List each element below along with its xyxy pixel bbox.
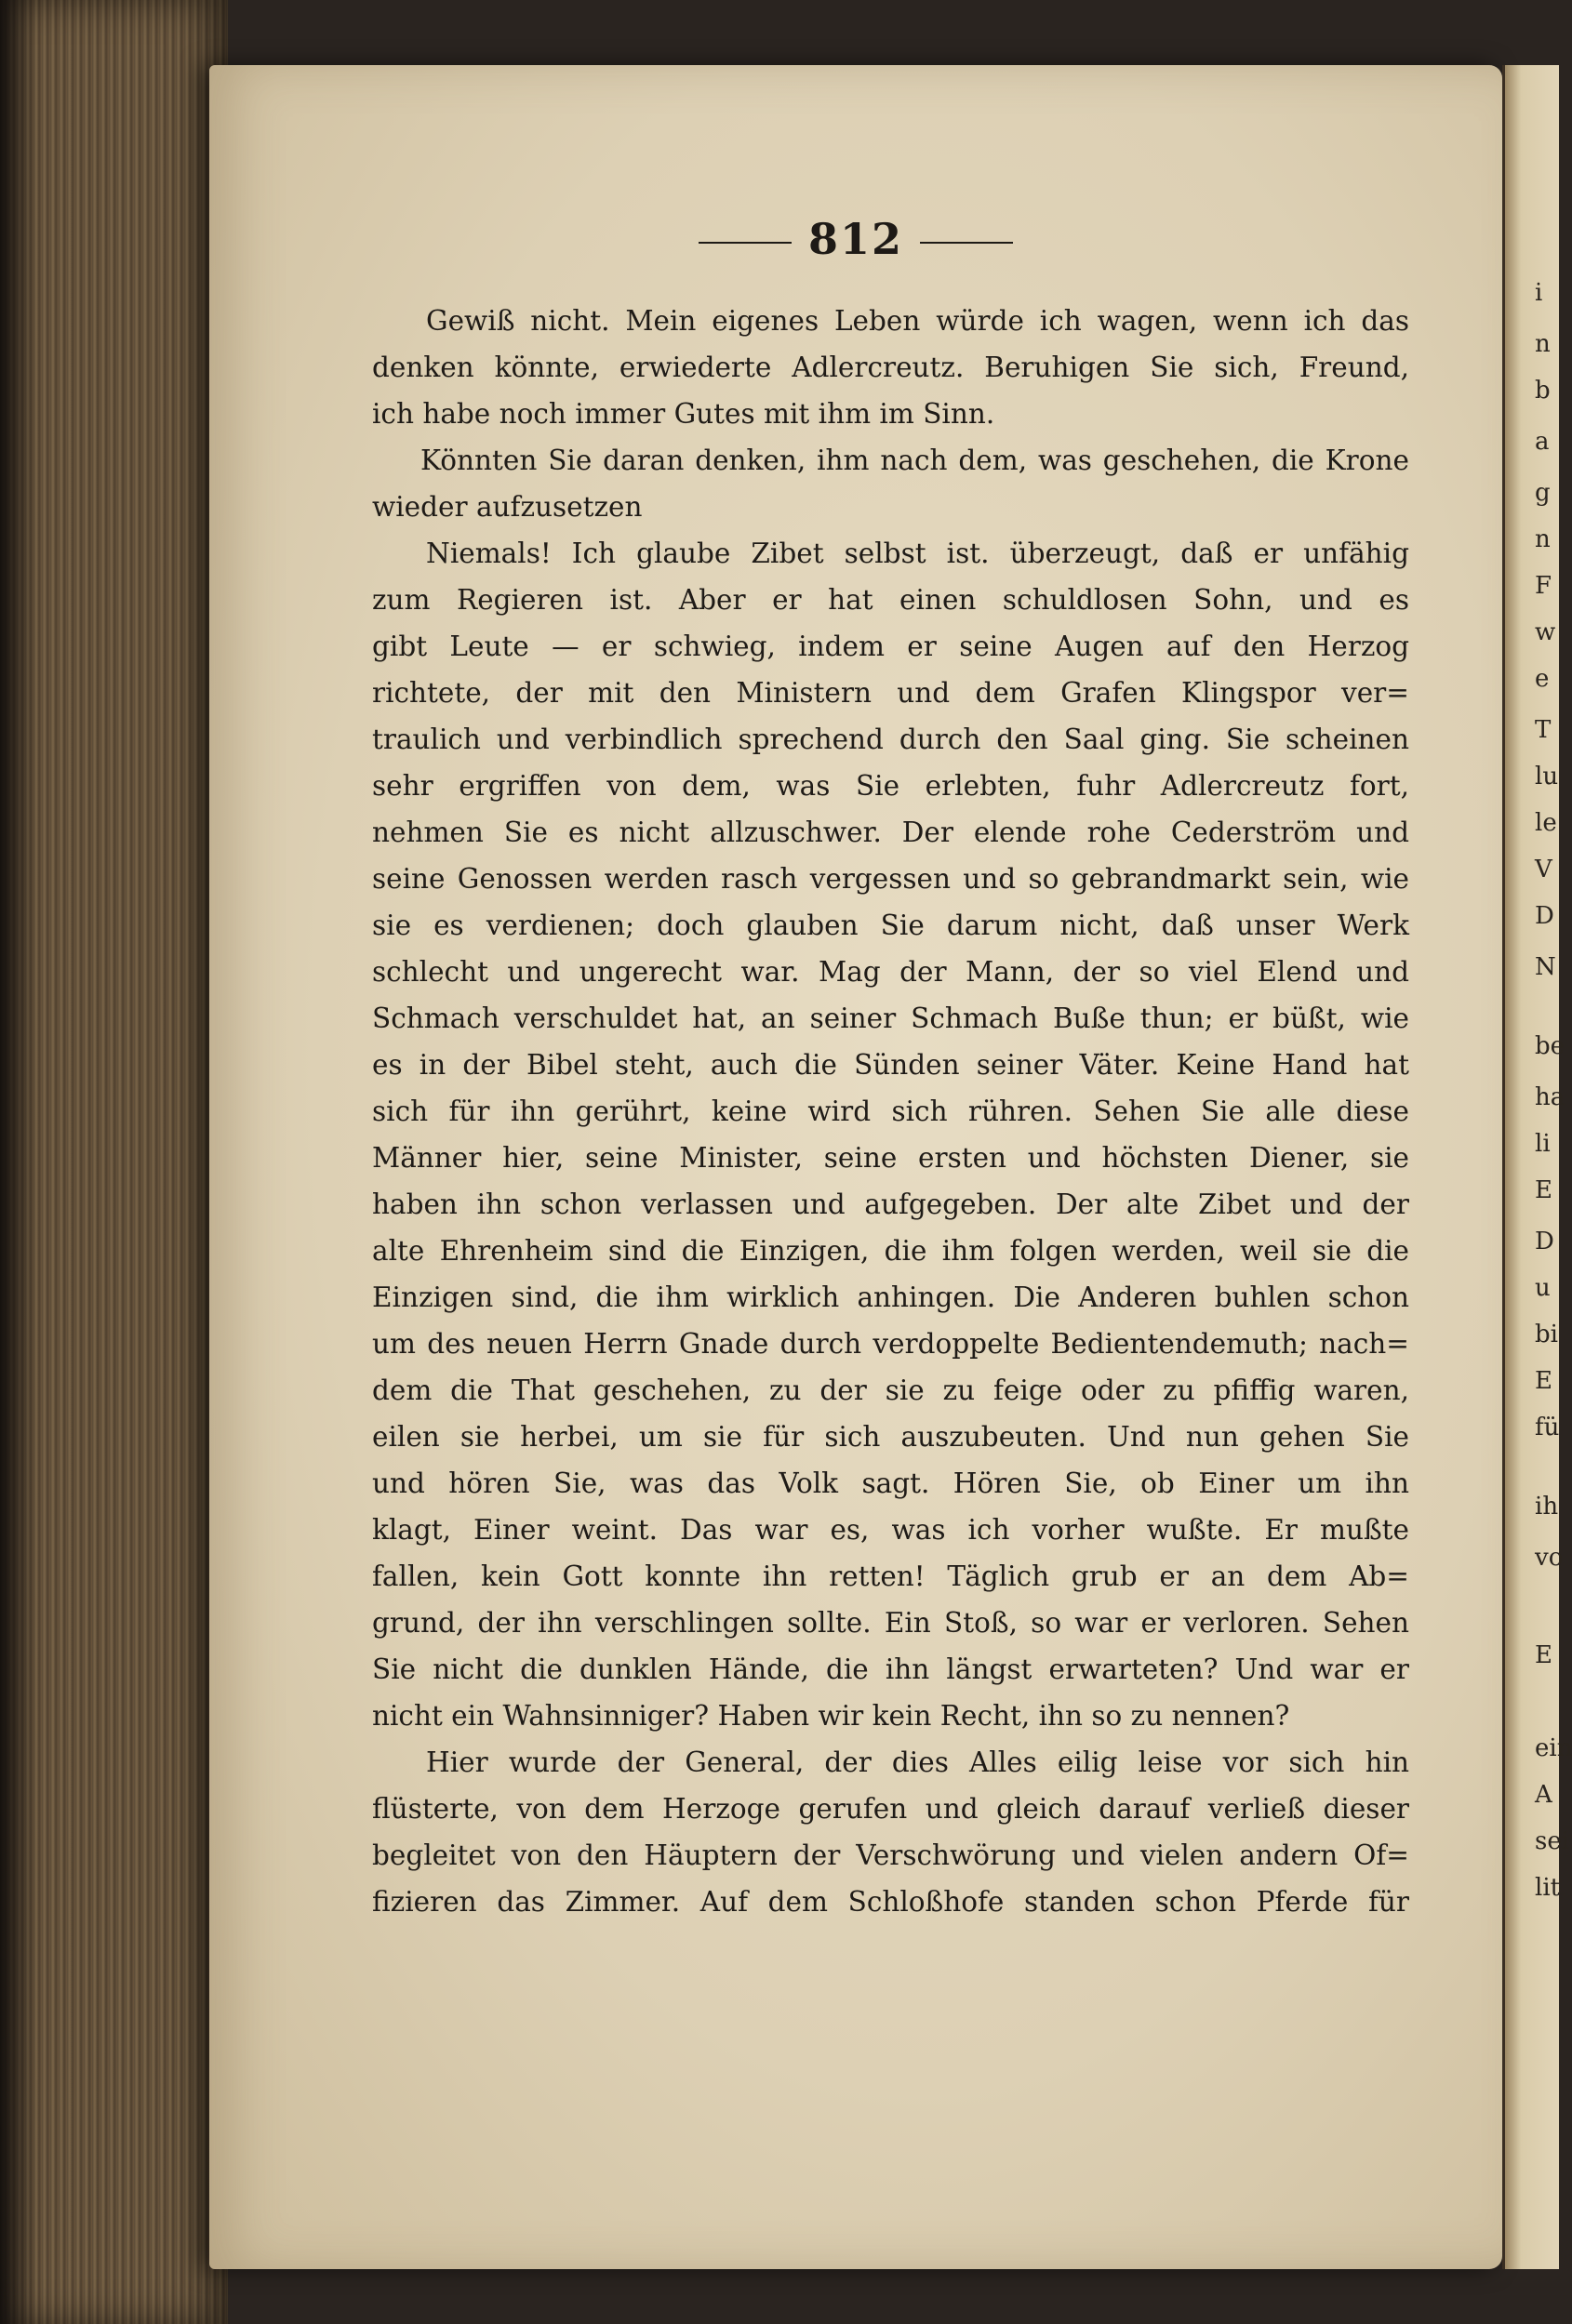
text-line: sehr ergriffen von dem, was Sie erlebten, fuhr Adlercreutz fort,: [372, 770, 1409, 802]
text-line: sie es verdienen; doch glauben Sie darum nicht, daß unser Werk: [372, 910, 1409, 941]
text-line: Männer hier, seine Minister, seine ersten und höchsten Diener, sie: [372, 1142, 1409, 1174]
facing-page-fragment: u: [1535, 1274, 1551, 1302]
text-line: eilen sie herbei, um sie für sich auszubeuten. Und nun gehen Sie: [372, 1421, 1409, 1453]
text-line: zum Regieren ist. Aber er hat einen schuldlosen Sohn, und es: [372, 584, 1409, 616]
text-line: nicht ein Wahnsinniger? Haben wir kein Recht, ihn so zu nennen?: [372, 1700, 1290, 1732]
facing-page-fragment: F: [1535, 572, 1552, 600]
text-line: wieder aufzusetzen: [372, 491, 643, 523]
text-line: und hören Sie, was das Volk sagt. Hören Sie, ob Einer um ihn: [372, 1467, 1409, 1499]
facing-page-fragment: w: [1535, 618, 1556, 646]
text-line: denken könnte, erwiederte Adlercreutz. Beruhigen Sie sich, Freund,: [372, 352, 1409, 383]
text-line: nehmen Sie es nicht allzuschwer. Der elende rohe Cederström und: [372, 817, 1409, 848]
text-line: begleitet von den Häuptern der Verschwörung und vielen andern Of=: [372, 1839, 1409, 1871]
text-line: haben ihn schon verlassen und aufgegeben. Der alte Zibet und der: [372, 1189, 1409, 1220]
facing-page-fragment: sei: [1535, 1827, 1570, 1855]
text-line: grund, der ihn verschlingen sollte. Ein Stoß, so war er verloren. Sehen: [372, 1607, 1409, 1639]
facing-page-fragment: ein: [1535, 1734, 1572, 1762]
binding-shadow: [0, 0, 37, 2324]
text-line: Hier wurde der General, der dies Alles eilig leise vor sich hin: [426, 1746, 1409, 1778]
text-line: Gewiß nicht. Mein eigenes Leben würde ich wagen, wenn ich das: [426, 305, 1409, 337]
text-line: dem die That geschehen, zu der sie zu feige oder zu pfiffig waren,: [372, 1374, 1409, 1406]
facing-page-fragment: fü: [1535, 1414, 1560, 1441]
text-line: richtete, der mit den Ministern und dem Grafen Klingspor ver=: [372, 677, 1409, 709]
facing-page-fragment: D: [1535, 1228, 1554, 1255]
facing-page-fragment: V: [1535, 856, 1552, 883]
text-line: alte Ehrenheim sind die Einzigen, die ihm folgen werden, weil sie die: [372, 1235, 1409, 1267]
folio-dash-right: [920, 242, 1013, 244]
facing-page-fragment: D: [1535, 902, 1554, 930]
text-line: Schmach verschuldet hat, an seiner Schmach Buße thun; er büßt, wie: [372, 1003, 1409, 1034]
text-line: sich für ihn gerührt, keine wird sich rühren. Sehen Sie alle diese: [372, 1096, 1409, 1127]
page-body-text: [372, 298, 1409, 1925]
facing-page-fragment: E: [1535, 1367, 1552, 1395]
text-line: Sie nicht die dunklen Hände, die ihn längst erwarteten? Und war er: [372, 1653, 1409, 1685]
facing-page-fragment: ih: [1535, 1493, 1559, 1521]
text-line: Einzigen sind, die ihm wirklich anhingen. Die Anderen buhlen schon: [372, 1282, 1409, 1313]
facing-page-fragment: ha: [1535, 1083, 1565, 1111]
facing-page-fragment: n: [1535, 525, 1551, 553]
facing-page-fragment: N: [1535, 953, 1556, 981]
page-number: [209, 214, 1502, 264]
facing-page-fragment: bi: [1535, 1321, 1558, 1348]
page-number-text: 812: [807, 214, 904, 264]
text-line: Könnten Sie daran denken, ihm nach dem, was geschehen, die Krone: [420, 445, 1409, 476]
text-line: ich habe noch immer Gutes mit ihm im Sinn.: [372, 398, 995, 430]
facing-page-fragment: a: [1535, 428, 1550, 456]
text-line: schlecht und ungerecht war. Mag der Mann, der so viel Elend und: [372, 956, 1409, 988]
facing-page-fragment: E: [1535, 1176, 1552, 1204]
text-line: es in der Bibel steht, auch die Sünden seiner Väter. Keine Hand hat: [372, 1049, 1409, 1081]
text-line: fizieren das Zimmer. Auf dem Schloßhofe standen schon Pferde für: [372, 1886, 1409, 1918]
text-line: traulich und verbindlich sprechend durch den Saal ging. Sie scheinen: [372, 724, 1409, 755]
text-line: gibt Leute — er schwieg, indem er seine Augen auf den Herzog: [372, 631, 1409, 662]
facing-page-fragment: lu: [1535, 763, 1559, 790]
facing-page-fragment: e: [1535, 665, 1550, 693]
folio-dash-left: [699, 242, 792, 244]
facing-page-fragment: vo: [1535, 1544, 1564, 1572]
facing-page-fragment: T: [1535, 716, 1552, 744]
facing-page-fragment: b: [1535, 377, 1551, 405]
text-line: seine Genossen werden rasch vergessen und so gebrandmarkt sein, wie: [372, 863, 1409, 895]
text-line: flüsterte, von dem Herzoge gerufen und gleich darauf verließ dieser: [372, 1793, 1409, 1825]
text-line: fallen, kein Gott konnte ihn retten! Täglich grub er an dem Ab=: [372, 1560, 1409, 1592]
facing-page-fragment: A: [1535, 1781, 1552, 1809]
text-line: klagt, Einer weint. Das war es, was ich vorher wußte. Er mußte: [372, 1514, 1409, 1546]
facing-page-fragment: be: [1535, 1032, 1565, 1060]
facing-page-fragment: lit: [1535, 1874, 1561, 1902]
facing-page-fragment: i: [1535, 279, 1543, 307]
text-line: Niemals! Ich glaube Zibet selbst ist. überzeugt, daß er unfähig: [426, 538, 1409, 569]
facing-page-fragment: le: [1535, 809, 1557, 837]
facing-page-fragment: g: [1535, 479, 1551, 507]
facing-page-fragment: E: [1535, 1641, 1552, 1669]
facing-page-fragment: li: [1535, 1130, 1551, 1158]
facing-page-fragment: n: [1535, 330, 1551, 358]
text-line: um des neuen Herrn Gnade durch verdoppelte Bedientendemuth; nach=: [372, 1328, 1409, 1360]
